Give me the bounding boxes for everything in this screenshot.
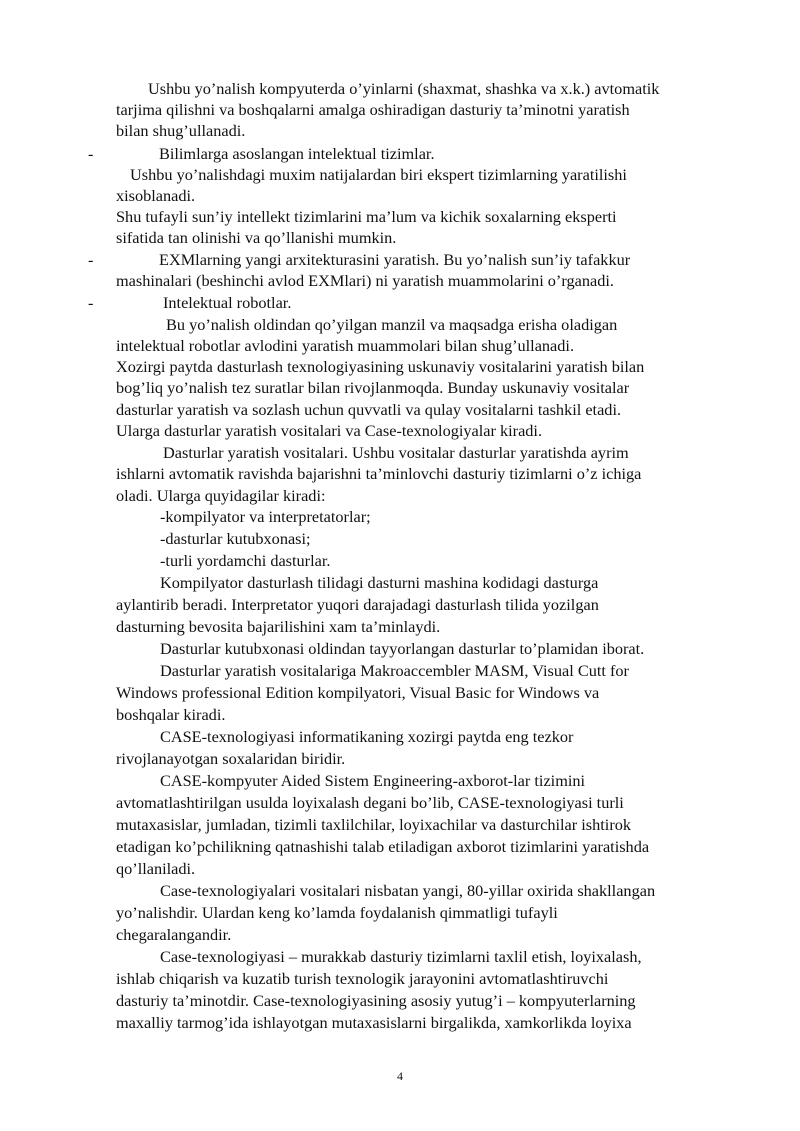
list-item: -turli yordamchi dasturlar. — [160, 551, 331, 570]
text-line: CASE-kompyuter Aided Sistem Engineering-axborot-lar tizimini — [160, 771, 586, 790]
list-dash: - — [88, 293, 94, 312]
text-line: Case-texnologiyasi – murakkab dasturiy tizimlarni taxlil etish, loyixalash, — [160, 947, 642, 966]
text-line: bog’liq yo’nalish tez suratlar bilan rivojlanmoqda. Bunday uskunaviy vositalar — [116, 378, 630, 397]
text-line: rivojlanayotgan soxalaridan biridir. — [116, 749, 346, 768]
text-line: ishlarni avtomatik ravishda bajarishni ta’minlovchi dasturiy tizimlarni o’z ichiga — [116, 464, 642, 483]
text-line: Windows professional Edition kompilyatori, Visual Basic for Windows va — [116, 683, 600, 702]
text-line: qo’llaniladi. — [116, 859, 196, 878]
text-line: Dasturlar yaratish vositalariga Makroaccembler MASM, Visual Cutt for — [160, 661, 629, 680]
text-line: Case-texnologiyalari vositalari nisbatan yangi, 80-yillar oxirida shakllangan — [160, 881, 656, 900]
list-item-heading: EXMlarning yangi arxitekturasini yaratish. Bu yo’nalish sun’iy tafakkur — [159, 250, 631, 269]
text-line: sifatida tan olinishi va qo’llanishi mumkin. — [116, 228, 397, 247]
text-line: Ularga dasturlar yaratish vositalari va Case-texnologiyalar kiradi. — [116, 421, 543, 440]
text-line: tarjima qilishni va boshqalarni amalga oshiradigan dasturiy ta’minotni yaratish — [116, 100, 630, 119]
text-line: oladi. Ularga quyidagilar kiradi: — [116, 486, 326, 505]
text-line: mashinalari (beshinchi avlod EXMlari) ni yaratish muammolarini o’rganadi. — [116, 271, 614, 290]
text-line: yo’nalishdir. Ulardan keng ko’lamda foydalanish qimmatligi tufayli — [116, 903, 558, 922]
list-dash: - — [88, 144, 94, 163]
text-line: dasturiy ta’minotdir. Case-texnologiyasining asosiy yutug’i – kompyuterlarning — [116, 991, 636, 1010]
text-line: dasturning bevosita bajarilishini xam ta’minlaydi. — [116, 617, 441, 636]
text-line: Shu tufayli sun’iy intellekt tizimlarini ma’lum va kichik soxalarning eksperti — [116, 207, 617, 226]
text-line: CASE-texnologiyasi informatikaning xozirgi paytda eng tezkor — [160, 727, 574, 746]
list-item-heading: Bilimlarga asoslangan intelektual tizimlar. — [159, 144, 435, 163]
text-line: etadigan ko’pchilikning qatnashishi talab etiladigan axborot tizimlarini yaratishda — [116, 837, 650, 856]
text-line: boshqalar kiradi. — [116, 705, 226, 724]
text-line: ishlab chiqarish va kuzatib turish texnologik jarayonini avtomatlashtiruvchi — [116, 969, 609, 988]
text-line: Xozirgi paytda dasturlash texnologiyasining uskunaviy vositalarini yaratish bilan — [116, 357, 645, 376]
text-line: chegaralangandir. — [116, 925, 232, 944]
text-line: dasturlar yaratish va sozlash uchun quvvatli va qulay vositalarni tashkil etadi. — [116, 400, 622, 419]
text-line: Kompilyator dasturlash tilidagi dasturni mashina kodidagi dasturga — [160, 573, 599, 592]
text-line: mutaxasislar, jumladan, tizimli taxlilchilar, loyixachilar va dasturchilar ishtirok — [116, 815, 632, 834]
text-line: xisoblanadi. — [116, 186, 196, 205]
text-line: intelektual robotlar avlodini yaratish muammolari bilan shug’ullanadi. — [116, 336, 575, 355]
text-line: bilan shug’ullanadi. — [116, 121, 246, 140]
text-line: Ushbu yo’nalish kompyuterda o’yinlarni (shaxmat, shashka va x.k.) avtomatik — [148, 79, 660, 98]
text-line: maxalliy tarmog’ida ishlayotgan mutaxasislarni birgalikda, xamkorlikda loyixa — [116, 1013, 632, 1032]
text-line: Dasturlar kutubxonasi oldindan tayyorlangan dasturlar to’plamidan iborat. — [160, 639, 645, 658]
text-line: aylantirib beradi. Interpretator yuqori darajadagi dasturlash tilida yozilgan — [116, 595, 599, 614]
list-item: -dasturlar kutubxonasi; — [160, 529, 311, 548]
text-line: Bu yo’nalish oldindan qo’yilgan manzil va maqsadga erisha oladigan — [166, 315, 618, 334]
page-number: 4 — [397, 1069, 403, 1083]
text-line: Dasturlar yaratish vositalari. Ushbu vositalar dasturlar yaratishda ayrim — [163, 443, 629, 462]
list-dash: - — [88, 250, 94, 269]
list-item: -kompilyator va interpretatorlar; — [160, 507, 371, 526]
text-line: avtomatlashtirilgan usulda loyixalash degani bo’lib, CASE-texnologiyasi turli — [116, 793, 624, 812]
text-line: Ushbu yo’nalishdagi muxim natijalardan biri ekspert tizimlarning yaratilishi — [130, 165, 627, 184]
list-item-heading: Intelektual robotlar. — [163, 293, 292, 312]
